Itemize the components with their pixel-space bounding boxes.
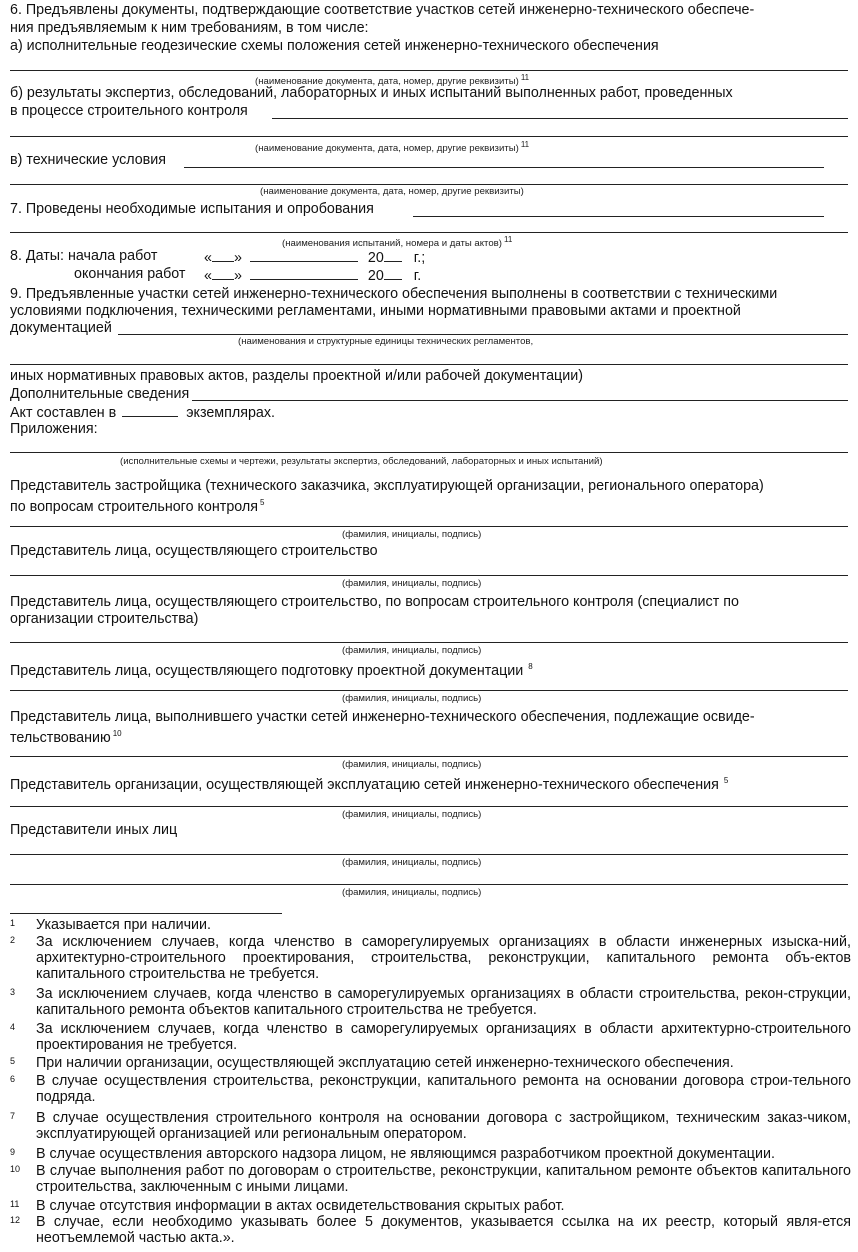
item6-b-line2: в процессе строительного контроля <box>10 103 248 119</box>
attachments-caption: (исполнительные схемы и чертежи, результаты экспертиз, обследований, лабораторных и иных испытаний) <box>120 456 603 467</box>
item8-start-date[interactable]: « » 20 г.; <box>204 250 426 266</box>
footnote-separator <box>10 913 282 914</box>
item6-b-line1: б) результаты экспертиз, обследований, лабораторных и иных испытаний выполненных работ, проведенных <box>10 85 733 101</box>
sig-performer-field[interactable] <box>10 756 848 757</box>
sig-performer-line2: тельствованию $^{10}$ <box>10 729 122 746</box>
sig-designer-field[interactable] <box>10 690 848 691</box>
item9-line3: документацией <box>10 320 112 336</box>
item9-field-1[interactable] <box>118 334 848 335</box>
sig-performer-line1: Представитель лица, выполнившего участки сетей инженерно-технического обеспечения, подлежащие освиде- <box>10 709 755 725</box>
sig-operator-label: Представитель организации, осуществляющей эксплуатацию сетей инженерно-технического обеспечения $^5$ <box>10 776 729 793</box>
item6-v-caption: (наименование документа, дата, номер, другие реквизиты) <box>260 186 524 197</box>
item6-b-field-1[interactable] <box>272 118 848 119</box>
item6-b-field-2[interactable] <box>10 136 848 137</box>
item9-caption: (наименования и структурные единицы технических регламентов, <box>238 336 534 347</box>
sig-builder-field[interactable] <box>10 575 848 576</box>
sig-operator-field[interactable] <box>10 806 848 807</box>
item6-a-label: а) исполнительные геодезические схемы положения сетей инженерно-технического обеспечения <box>10 38 659 54</box>
sig-operator-caption: (фамилия, инициалы, подпись) <box>342 809 482 820</box>
item7-caption: (наименования испытаний, номера и даты актов) $^{11}$ <box>282 235 513 250</box>
attachments-field[interactable] <box>10 452 848 453</box>
sig-developer-line1: Представитель застройщика (технического заказчика, эксплуатирующей организации, регионального оператора) <box>10 478 764 494</box>
act-copies: Акт составлен в экземплярах. <box>10 405 275 421</box>
sig-others-label: Представители иных лиц <box>10 822 178 838</box>
sig-builder-caption: (фамилия, инициалы, подпись) <box>342 578 482 589</box>
item8-end-label: окончания работ <box>74 266 186 282</box>
additional-info-label: Дополнительные сведения <box>10 386 190 402</box>
item6-intro-line2: ния предъявляемым к ним требованиям, в том числе: <box>10 20 369 36</box>
sig-builder-control-line1: Представитель лица, осуществляющего строительство, по вопросам строительного контроля (специалист по <box>10 594 739 610</box>
sig-others-field-2[interactable] <box>10 884 848 885</box>
sig-builder-control-caption: (фамилия, инициалы, подпись) <box>342 645 482 656</box>
item9-field-2[interactable] <box>10 364 848 365</box>
item9-line4: иных нормативных правовых актов, разделы проектной и/или рабочей документации) <box>10 368 583 384</box>
sig-others-caption-1: (фамилия, инициалы, подпись) <box>342 857 482 868</box>
sig-performer-caption: (фамилия, инициалы, подпись) <box>342 759 482 770</box>
item8-end-date[interactable]: « » 20 г. <box>204 268 422 284</box>
item9-line2: условиями подключения, техническими регламентами, иными нормативными правовыми актами и проектной <box>10 303 741 319</box>
copies-field[interactable] <box>122 403 178 417</box>
item6-b-caption: (наименование документа, дата, номер, другие реквизиты) $^{11}$ <box>255 140 530 155</box>
item6-a-field[interactable] <box>10 70 848 71</box>
item6-v-field-1[interactable] <box>184 167 824 168</box>
item7-field-2[interactable] <box>10 232 848 233</box>
attachments-label: Приложения: <box>10 421 98 437</box>
item7-field-1[interactable] <box>413 216 824 217</box>
item6-a-caption: (наименование документа, дата, номер, другие реквизиты) $^{11}$ <box>255 73 530 88</box>
item6-intro-line1: 6. Предъявлены документы, подтверждающие соответствие участков сетей инженерно-технического обеспече- <box>10 2 755 18</box>
item9-line1: 9. Предъявленные участки сетей инженерно-технического обеспечения выполнены в соответствии с техническими <box>10 286 778 302</box>
additional-info-field[interactable] <box>192 400 848 401</box>
sig-builder-control-field[interactable] <box>10 642 848 643</box>
item8-start-label: 8. Даты: начала работ <box>10 248 158 264</box>
item6-v-field-2[interactable] <box>10 184 848 185</box>
sig-builder-label: Представитель лица, осуществляющего строительство <box>10 543 378 559</box>
item6-v-label: в) технические условия <box>10 152 167 168</box>
sig-builder-control-line2: организации строительства) <box>10 611 199 627</box>
sig-designer-caption: (фамилия, инициалы, подпись) <box>342 693 482 704</box>
item7-label: 7. Проведены необходимые испытания и опробования <box>10 201 374 217</box>
sig-developer-line2: по вопросам строительного контроля $^5$ <box>10 498 265 515</box>
sig-others-caption-2: (фамилия, инициалы, подпись) <box>342 887 482 898</box>
sig-designer-label: Представитель лица, осуществляющего подготовку проектной документации $^8$ <box>10 662 533 679</box>
sig-developer-caption: (фамилия, инициалы, подпись) <box>342 529 482 540</box>
sig-developer-field[interactable] <box>10 526 848 527</box>
sig-others-field-1[interactable] <box>10 854 848 855</box>
